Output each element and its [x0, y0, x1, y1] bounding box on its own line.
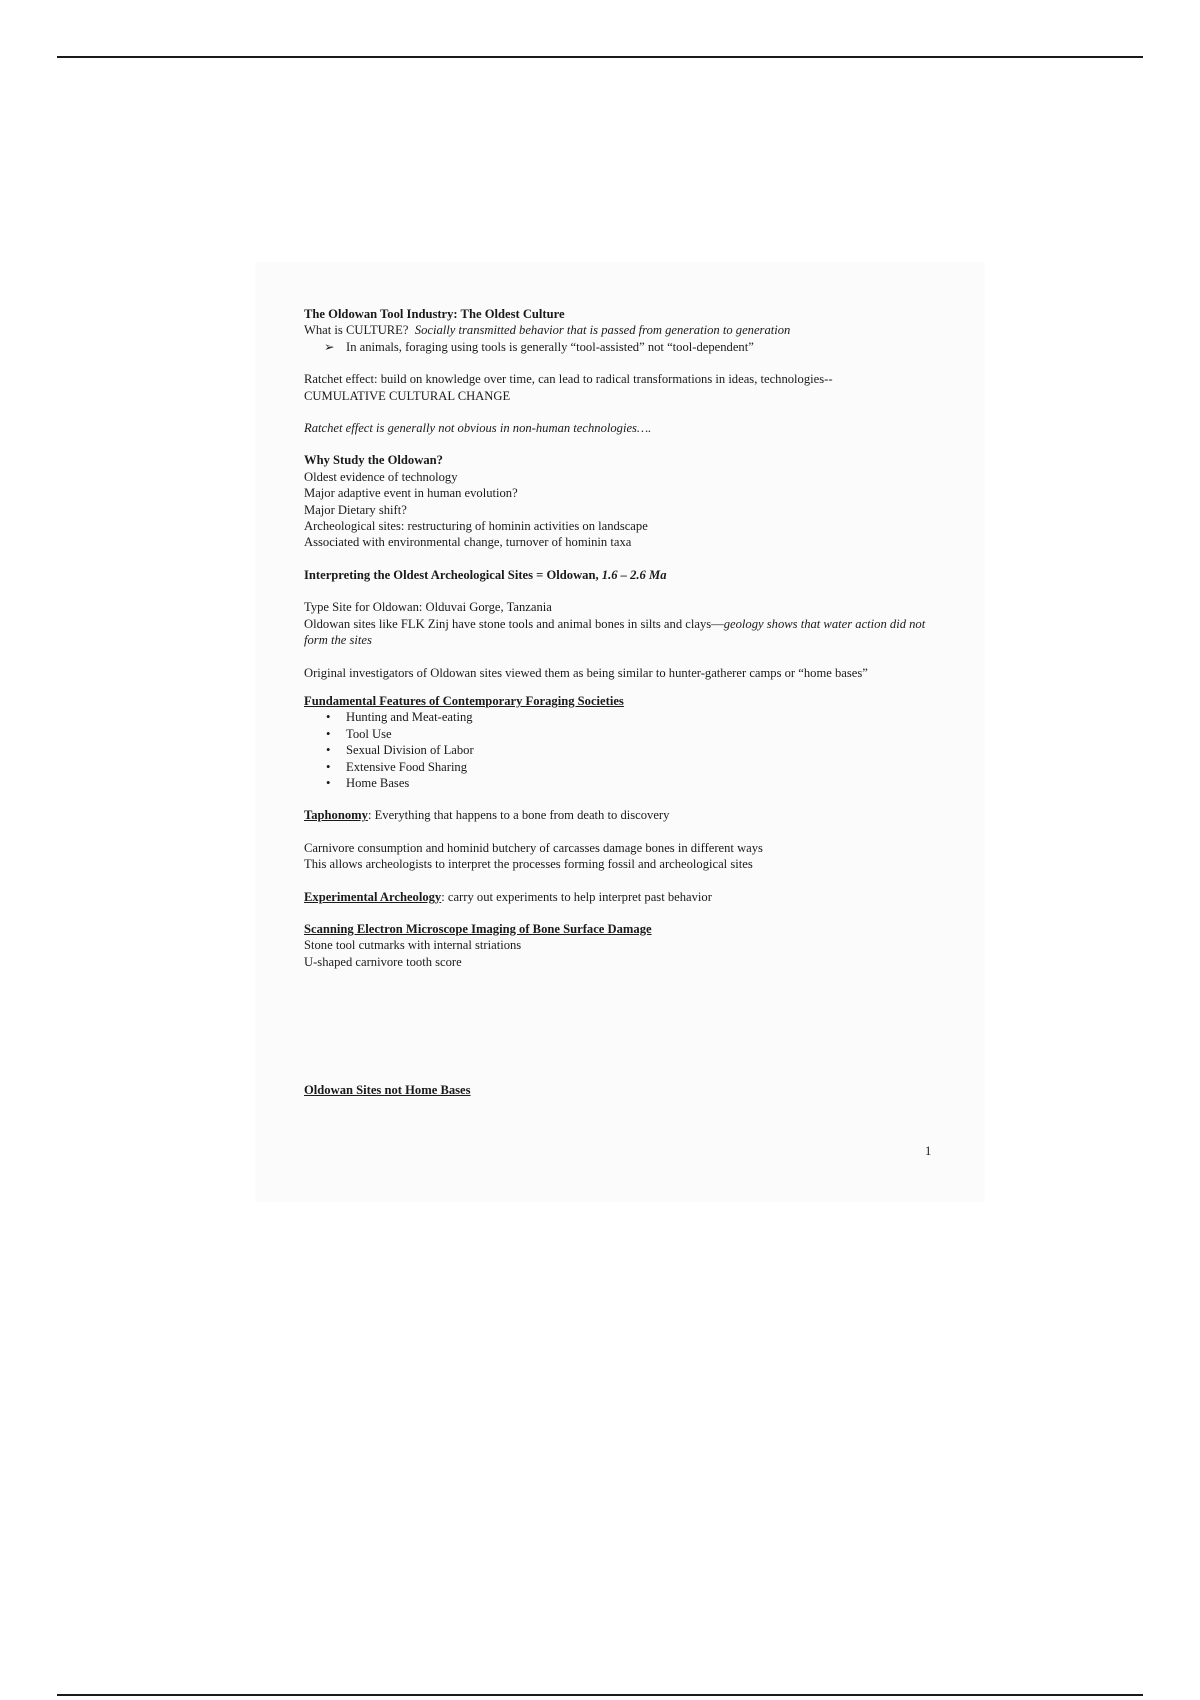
taphonomy-paragraph: [304, 807, 944, 823]
experimental-paragraph: [304, 889, 944, 905]
experimental-definition: : carry out experiments to help interpret past behavior: [441, 889, 712, 904]
why-study-item: Archeological sites: restructuring of hominin activities on landscape: [304, 519, 648, 534]
taphonomy-term: Taphonomy: [304, 808, 368, 823]
flk-zinj-text: Oldowan sites like FLK Zinj have stone tools and animal bones in silts and clays—: [304, 616, 724, 631]
culture-question: What is CULTURE?: [304, 323, 409, 338]
fundamental-features-list: [304, 709, 944, 791]
page-number: 1: [925, 1144, 932, 1158]
ratchet-note: Ratchet effect is generally not obvious in non-human technologies….: [304, 421, 652, 436]
experimental-term: Experimental Archeology: [304, 889, 442, 904]
why-study-item: Oldest evidence of technology: [304, 469, 458, 484]
taphonomy-line-2: This allows archeologists to interpret the processes forming fossil and archeological sites: [304, 857, 753, 872]
list-item: • Tool Use: [304, 726, 944, 742]
list-item: • Hunting and Meat-eating: [304, 709, 944, 725]
top-rule: [57, 56, 1143, 58]
flk-zinj-paragraph: [304, 616, 944, 649]
document-title: The Oldowan Tool Industry: The Oldest Culture: [304, 307, 565, 321]
oldowan-sites-heading: Oldowan Sites not Home Bases: [304, 1083, 471, 1098]
why-study-item: Major adaptive event in human evolution?: [304, 486, 518, 501]
interpreting-heading-text: Interpreting the Oldest Archeological Sites = Oldowan,: [304, 567, 602, 582]
arrow-item-text: In animals, foraging using tools is generally “tool-assisted” not “tool-dependent”: [346, 339, 754, 354]
list-item: • Sexual Division of Labor: [304, 742, 944, 758]
interpreting-heading: [304, 567, 944, 583]
taphonomy-definition: : Everything that happens to a bone from death to discovery: [367, 808, 670, 823]
why-study-item: Major Dietary shift?: [304, 502, 407, 517]
sem-line-2: U-shaped carnivore tooth score: [304, 954, 462, 969]
arrow-bullet-icon: ➢: [324, 339, 335, 354]
why-study-item: Associated with environmental change, turnover of hominin taxa: [304, 535, 632, 550]
interpreting-heading-dates: 1.6 – 2.6 Ma: [601, 567, 667, 582]
flk-zinj-italic: geology shows that water action did not form the sites: [304, 616, 926, 648]
type-site: Type Site for Oldowan: Olduvai Gorge, Tanzania: [304, 600, 552, 615]
taphonomy-line-1: Carnivore consumption and hominid butchery of carcasses damage bones in different ways: [304, 840, 763, 855]
ratchet-line-1: Ratchet effect: build on knowledge over time, can lead to radical transformations in ideas, technologies--: [304, 372, 833, 387]
fundamental-features-heading: Fundamental Features of Contemporary Foraging Societies: [304, 693, 624, 708]
list-item: • Extensive Food Sharing: [304, 759, 944, 775]
culture-definition: Socially transmitted behavior that is passed from generation to generation: [414, 323, 791, 338]
why-study-heading: Why Study the Oldowan?: [304, 453, 443, 468]
arrow-list-item: [304, 339, 944, 355]
list-item: • Home Bases: [304, 775, 944, 791]
sem-line-1: Stone tool cutmarks with internal striations: [304, 938, 522, 953]
bottom-rule: [57, 1694, 1143, 1696]
ratchet-line-2: CUMULATIVE CULTURAL CHANGE: [304, 388, 511, 403]
investigators-paragraph: Original investigators of Oldowan sites viewed them as being similar to hunter-gatherer camps or “home bases”: [304, 665, 868, 680]
document-content: [304, 306, 944, 1099]
sem-heading: Scanning Electron Microscope Imaging of Bone Surface Damage: [304, 921, 652, 936]
culture-definition-line: [304, 322, 944, 338]
